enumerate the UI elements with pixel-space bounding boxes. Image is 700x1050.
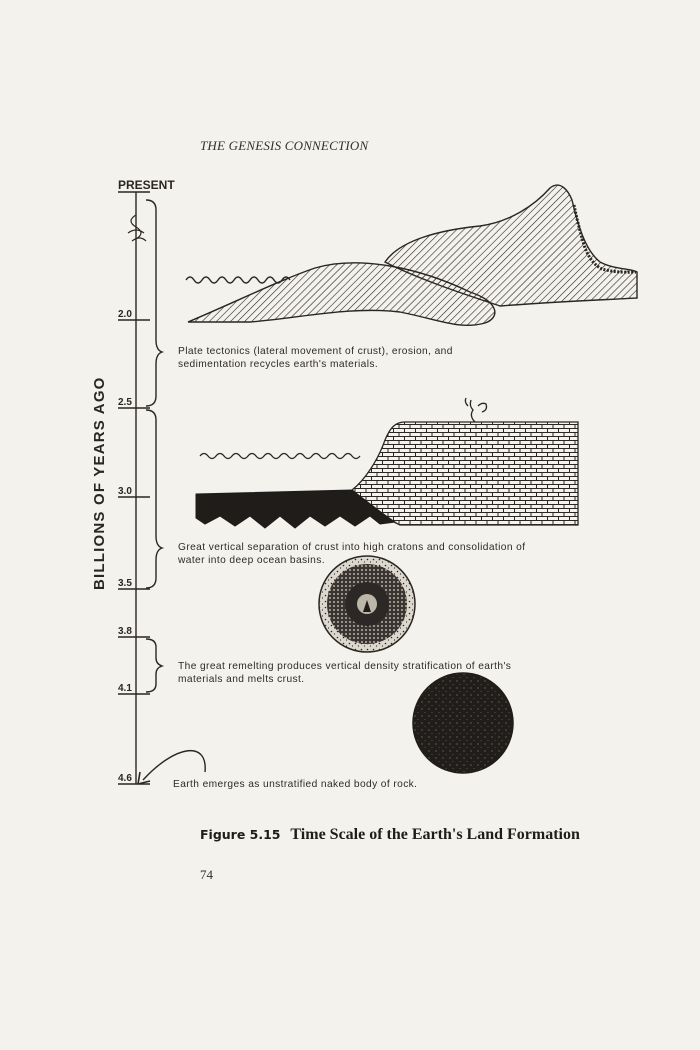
stratified-earth-globe bbox=[319, 556, 415, 652]
stage-caption: Great vertical separation of crust into high cratons and consolidation of water into deep ocean basins. bbox=[178, 542, 526, 566]
stage-caption: Plate tectonics (lateral movement of crust), erosion, and sedimentation recycles earth's materials. bbox=[178, 346, 453, 370]
sea-surface-wave bbox=[186, 277, 290, 283]
axis-title: BILLIONS OF YEARS AGO bbox=[91, 376, 108, 590]
plate-tectonics-illustration bbox=[186, 185, 637, 325]
ocean-surface-wave bbox=[200, 454, 360, 459]
figure-label: Figure 5.15 bbox=[200, 827, 281, 842]
tick-label: 3.5 bbox=[118, 578, 132, 589]
tick-label: 2.5 bbox=[118, 397, 132, 408]
brace-2 bbox=[146, 410, 162, 588]
figure-title: Time Scale of the Earth's Land Formation bbox=[290, 826, 580, 843]
stage-braces bbox=[146, 200, 162, 692]
stage-caption: The great remelting produces vertical density stratification of earth's materials and melts crust. bbox=[178, 661, 512, 685]
page-number: 74 bbox=[200, 867, 213, 882]
tick-label: 4.6 bbox=[118, 773, 132, 784]
craton-illustration bbox=[196, 398, 578, 528]
tick-label: 4.1 bbox=[118, 683, 132, 694]
brace-1 bbox=[146, 200, 162, 406]
time-axis bbox=[91, 178, 175, 784]
tick-label: 3.8 bbox=[118, 626, 132, 637]
unstratified-earth-globe bbox=[413, 673, 513, 773]
running-head: THE GENESIS CONNECTION bbox=[200, 138, 369, 153]
figure-caption bbox=[200, 826, 580, 844]
brace-3 bbox=[146, 639, 162, 692]
volcanic-vent-icon bbox=[465, 398, 486, 422]
axis-break-icon bbox=[128, 215, 146, 241]
tick-label: 3.0 bbox=[118, 486, 132, 497]
high-craton bbox=[352, 422, 578, 525]
present-label: PRESENT bbox=[118, 178, 175, 192]
tick-label: 2.0 bbox=[118, 309, 132, 320]
stage-caption: Earth emerges as unstratified naked body of rock. bbox=[173, 779, 418, 790]
